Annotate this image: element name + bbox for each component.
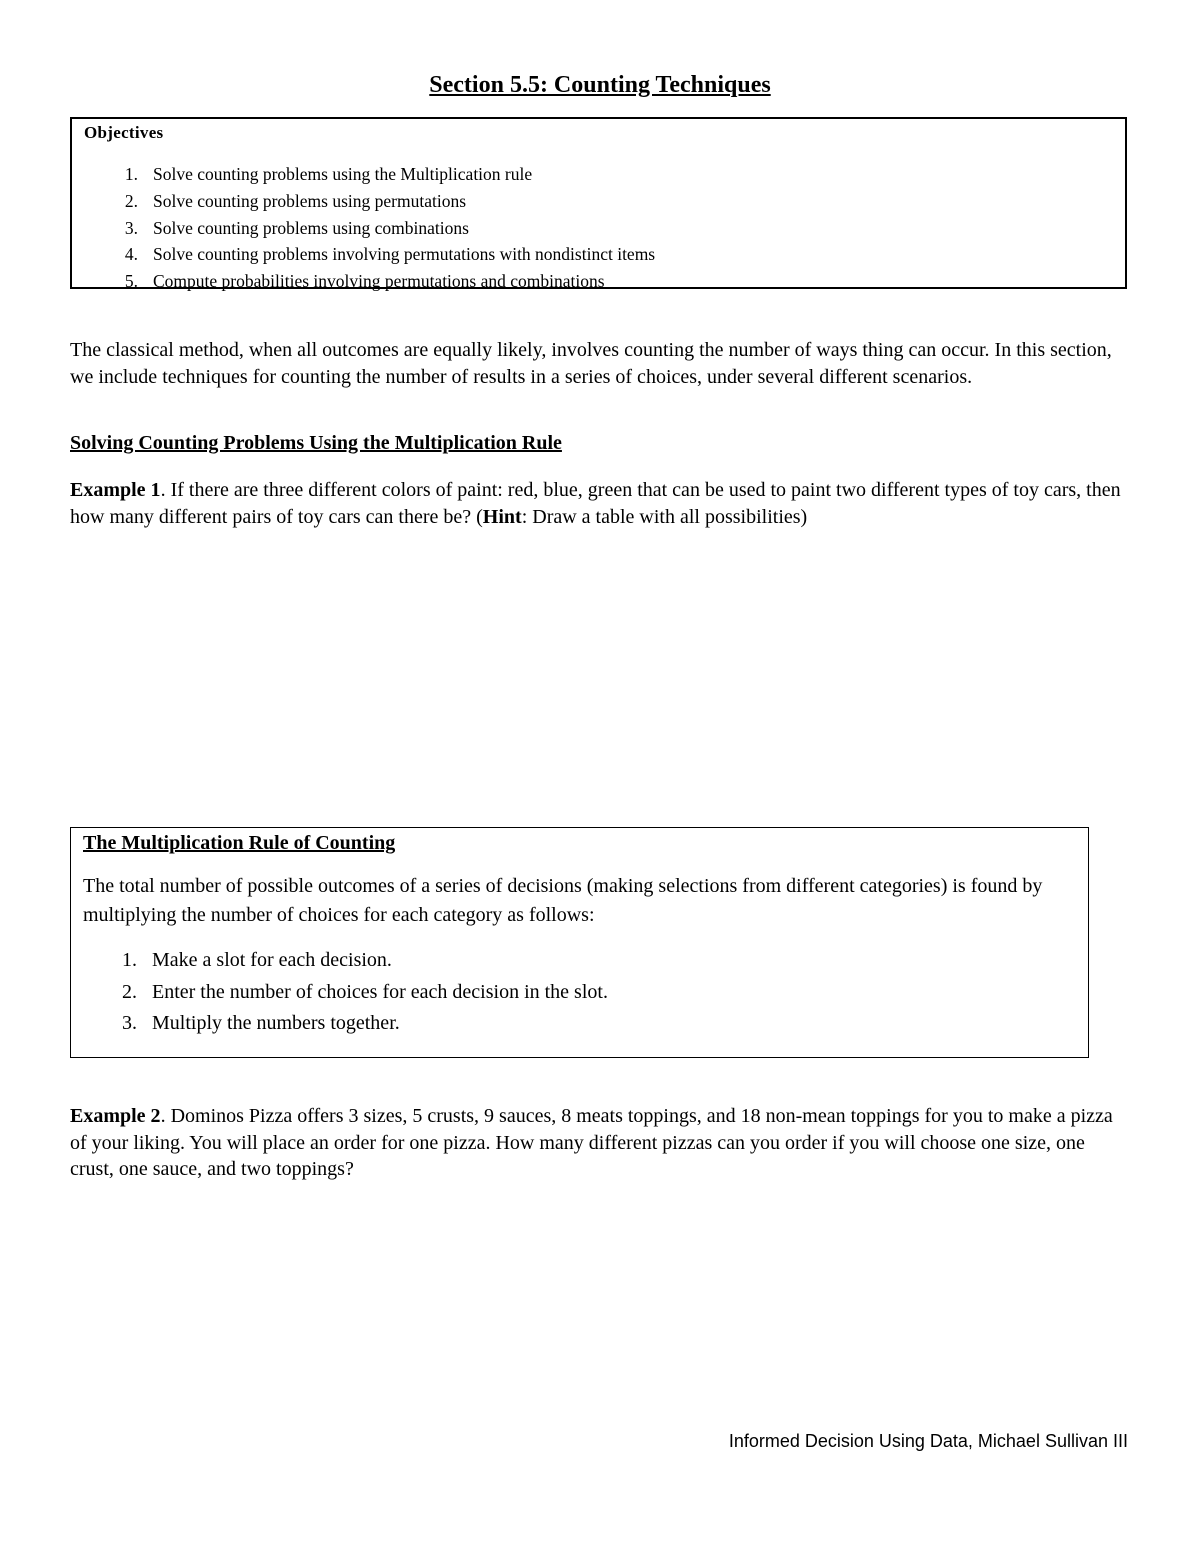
rule-step-text: Multiply the numbers together.	[152, 1012, 400, 1034]
example-1-text: . If there are three different colors of paint: red, blue, green that can be used to paint two different types of toy cars, then how many different pairs of toy cars can there be? (	[70, 479, 1121, 528]
rule-description: The total number of possible outcomes of a series of decisions (making selections from different categories) is found by multiplying the number of choices for each category as follows:	[83, 875, 1043, 926]
objective-number: 5.	[124, 271, 138, 292]
section-heading: Solving Counting Problems Using the Multiplication Rule	[70, 432, 562, 454]
objectives-box	[70, 117, 1127, 292]
example-2-label: Example 2	[70, 1105, 161, 1127]
objective-number: 1.	[124, 164, 138, 184]
objective-number: 3.	[124, 217, 138, 238]
footer-citation: Informed Decision Using Data, Michael Sullivan III	[728, 1431, 1128, 1451]
rule-step-number: 2.	[122, 980, 137, 1003]
rule-heading: The Multiplication Rule of Counting	[83, 832, 396, 854]
hint-label: Hint	[482, 505, 522, 528]
example-1-label: Example 1	[70, 479, 161, 501]
rule-step-number: 3.	[122, 1012, 137, 1034]
multiplication-rule-box	[70, 827, 1089, 1058]
objective-text: Compute probabilities involving permutations and combinations	[153, 271, 605, 292]
example-1	[70, 477, 1130, 530]
intro-paragraph: The classical method, when all outcomes are equally likely, involves counting the number of ways thing can occur. In this section, we include techniques for counting the number of results in a series of choices, under several different scenarios.	[70, 339, 1112, 388]
rule-step-text: Enter the number of choices for each decision in the slot.	[152, 980, 608, 1003]
rule-step-number: 1.	[122, 949, 137, 971]
objective-text: Solve counting problems using the Multiplication rule	[153, 164, 533, 184]
example-1-hint-text: : Draw a table with all possibilities)	[521, 505, 808, 528]
objective-text: Solve counting problems using permutations	[153, 190, 467, 211]
objectives-heading: Objectives	[84, 123, 164, 142]
objective-number: 4.	[124, 244, 138, 265]
example-2-text: . Dominos Pizza offers 3 sizes, 5 crusts, 9 sauces, 8 meats toppings, and 18 non-mean toppings for you to make a pizza of your liking. You will place an order for one pizza. How many different pizzas can you order if you will choose one size, one crust, one sauce, and two toppings?	[70, 1105, 1113, 1180]
objective-text: Solve counting problems involving permutations with nondistinct items	[153, 244, 656, 265]
example-2	[70, 1103, 1130, 1183]
rule-step-text: Make a slot for each decision.	[152, 949, 392, 971]
page-title: Section 5.5: Counting Techniques	[429, 72, 771, 98]
objective-text: Solve counting problems using combinations	[153, 217, 469, 238]
objective-number: 2.	[124, 190, 138, 211]
